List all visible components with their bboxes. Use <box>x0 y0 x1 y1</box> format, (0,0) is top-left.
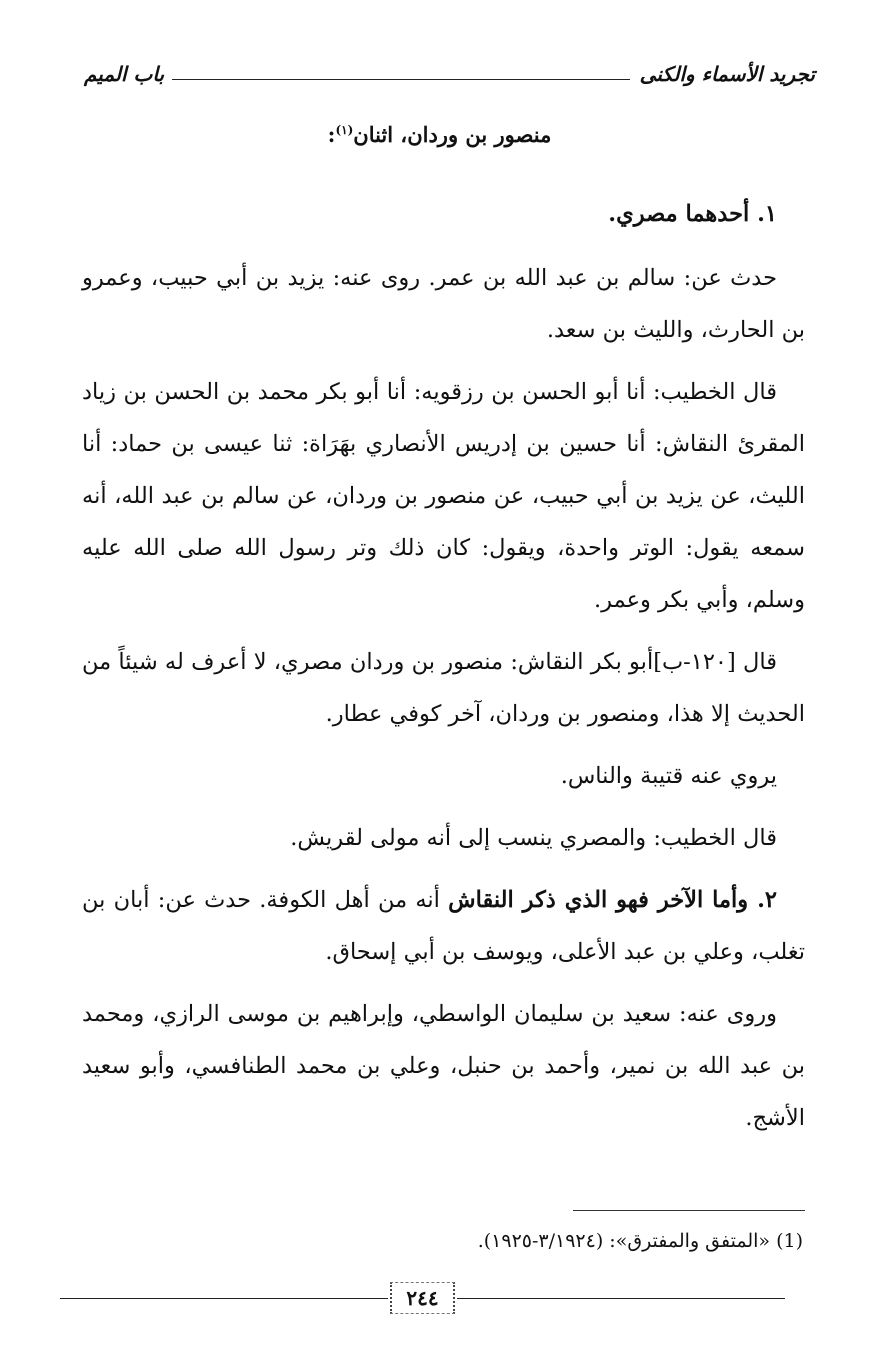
header-book-title: تجريد الأسماء والكنى <box>639 62 815 86</box>
header-rule <box>172 79 630 80</box>
body-text <box>82 188 805 1154</box>
footnote: (1) «المتفق والمفترق»: (٣/١٩٢٤-١٩٢٥). <box>477 1230 803 1252</box>
paragraph-khatib: قال الخطيب: والمصري ينسب إلى أنه مولى لقريش. <box>290 825 777 851</box>
paragraph-narrators: حدث عن: سالم بن عبد الله بن عمر. روى عنه: يزيد بن أبي حبيب، وعمرو بن الحارث، والليث بن سعد. <box>82 265 805 343</box>
header-chapter-name: باب الميم <box>84 62 165 86</box>
page-number: ٢٤٤ <box>390 1282 454 1314</box>
entry-title-suffix: : <box>327 122 336 147</box>
footnote-separator <box>573 1210 805 1211</box>
paragraph-isnad: قال الخطيب: أنا أبو الحسن بن رزقويه: أنا أبو بكر محمد بن الحسن بن زياد المقرئ النقاش: أنا حسين بن إدريس الأنصاري بهَرَاة: ثنا عيسى بن حماد: أنا الليث، عن يزيد بن أبي حبيب، عن منصور بن وردان، عن سالم بن عبد الله، أنه سمعه يقول: الوتر واحدة، ويقول: كان ذلك وتر رسول الله صلى الله عليه وسلم، وأبي بكر وعمر. <box>82 379 805 613</box>
paragraph-second-person <box>82 874 805 978</box>
entry-title <box>0 110 879 155</box>
paragraph-qutaybah: يروي عنه قتيبة والناس. <box>560 763 777 789</box>
page-footer <box>60 1278 785 1318</box>
second-person-heading: ٢. وأما الآخر فهو الذي ذكر النقاش <box>448 887 777 913</box>
running-header <box>84 54 815 94</box>
second-person-text: أنه من أهل الكوفة. حدث عن: أبان بن تغلب، وعلي بن عبد الأعلى، ويوسف بن أبي إسحاق. <box>82 887 805 965</box>
entry-title-text: منصور بن وردان، اثنان <box>353 122 552 147</box>
footer-rule-left <box>60 1298 388 1299</box>
footnote-marker: (١) <box>335 123 354 137</box>
paragraph-transmitters: وروى عنه: سعيد بن سليمان الواسطي، وإبراهيم بن موسى الرازي، ومحمد بن عبد الله بن نمير، وأحمد بن حنبل، وعلي بن محمد الطنافسي، وأبو سعيد الأشج. <box>82 1001 805 1131</box>
paragraph-naqqash: قال [١٢٠-ب]أبو بكر النقاش: منصور بن وردان مصري، لا أعرف له شيئاً من الحديث إلا هذا، ومنصور بن وردان، آخر كوفي عطار. <box>82 649 805 727</box>
footer-rule-right <box>457 1298 785 1299</box>
paragraph-first-person: ١. أحدهما مصري. <box>608 201 777 227</box>
